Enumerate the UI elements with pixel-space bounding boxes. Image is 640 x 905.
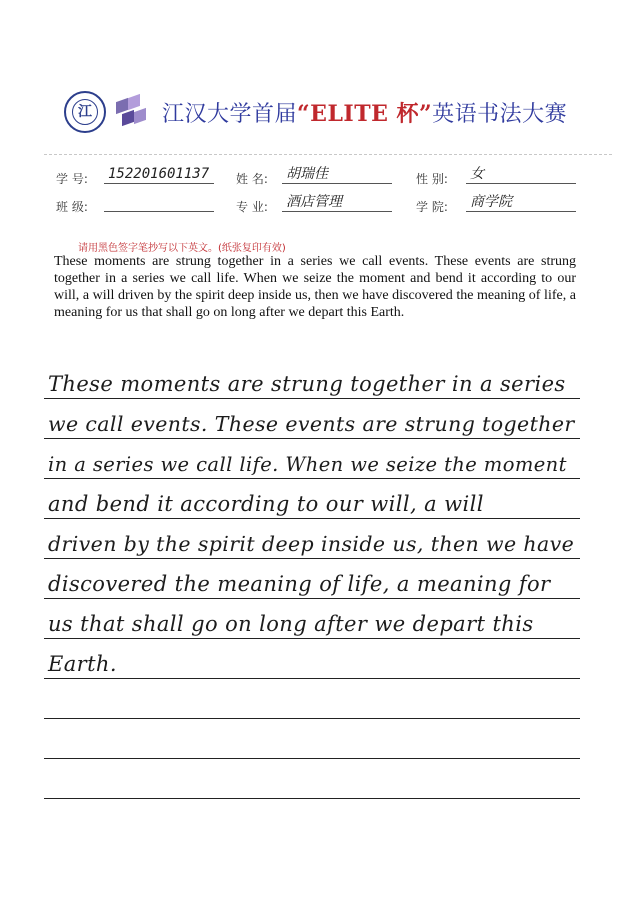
handwriting-text: Earth. [48,652,117,676]
handwriting-line[interactable] [44,720,580,759]
handwriting-text: discovered the meaning of life, a meaning for [48,572,551,596]
handwriting-line[interactable] [44,480,580,519]
handwriting-line[interactable] [44,560,580,599]
page-title: 江汉大学首届“ELITE 杯”英语书法大赛 [162,100,568,127]
handwriting-line[interactable] [44,600,580,639]
class-field[interactable] [104,192,214,212]
handwriting-text: These moments are strung together in a series [48,372,566,396]
major-label: 专 业: [236,200,268,214]
handwriting-text: us that shall go on long after we depart this [48,612,534,636]
handwriting-text: and bend it according to our will, a will [48,492,484,516]
printed-passage: These moments are strung together in a series we call events. These events are strung together in a series we call life. When we seize the moment and bend it according to our will, a will driven by the spirit deep inside us, then we have discovered the meaning of life, a meaning for us that shall go on long after we depart this Earth. [54,254,576,320]
name-field[interactable]: 胡瑞佳 [282,164,392,184]
college-field[interactable]: 商学院 [466,192,576,212]
cube-emblem-logo [116,94,148,130]
handwriting-line[interactable] [44,360,580,399]
info-row-1 [56,164,596,188]
gender-field[interactable]: 女 [466,164,576,184]
divider [44,154,612,155]
handwriting-line[interactable] [44,640,580,679]
student-id-field[interactable]: 152201601137 [104,164,214,184]
name-label: 姓 名: [236,172,268,186]
handwriting-text: we call events. These events are strung together [48,412,575,436]
handwriting-text: driven by the spirit deep inside us, then we have [48,532,575,556]
gender-label: 性 别: [416,172,448,186]
class-label: 班 级: [56,200,88,214]
handwriting-line[interactable] [44,680,580,719]
handwriting-line[interactable] [44,440,580,479]
instruction-text: 请用黑色签字笔抄写以下英文。(纸张复印有效) [78,243,286,254]
college-label: 学 院: [416,200,448,214]
handwriting-text: in a series we call life. When we seize the moment [48,453,567,476]
header [64,88,584,136]
info-row-2 [56,192,596,216]
university-seal-logo: 江 [64,91,106,133]
handwriting-line[interactable] [44,400,580,439]
major-field[interactable]: 酒店管理 [282,192,392,212]
student-id-label: 学 号: [56,172,88,186]
handwriting-line[interactable] [44,760,580,799]
handwriting-line[interactable] [44,520,580,559]
